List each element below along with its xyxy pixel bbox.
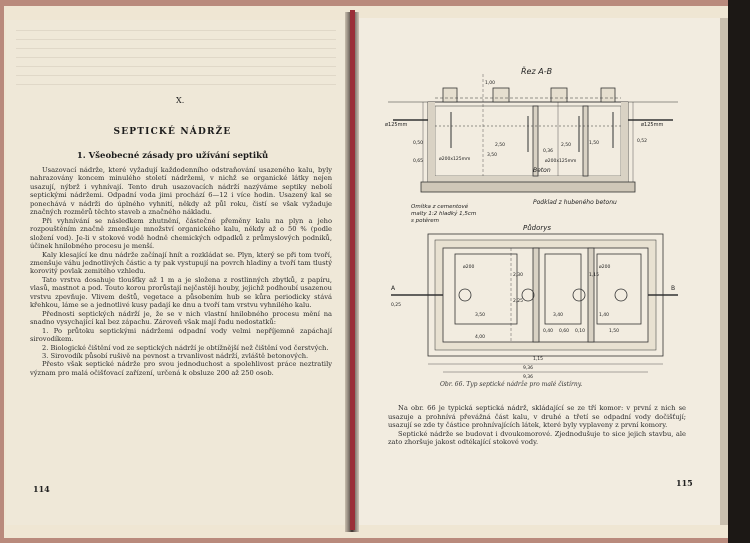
pipe-label: ø125mm [641,122,664,128]
mark-b: B [671,285,676,292]
chapter-number: X. [176,96,185,105]
paragraph: Septické nádrže se budovat i dvoukomorové. Zjednodušuje to sice jejich stavbu, ale zato zhoršuje jakost odtékající stokové vody. [388,429,686,446]
chapter-title: SEPTICKÉ NÁDRŽE [113,127,232,137]
figure-caption: Obr. 66. Typ septické nádrže pro malé čistírny. [440,381,583,388]
dimension-label: 0,40 [543,329,554,334]
pipe-label: 0,25 [391,303,402,308]
dimension-label: 2,50 [495,143,506,148]
pipe-label: ø125mm [385,122,408,128]
gutter-binding [350,10,355,530]
plan-view [391,234,678,372]
manhole-cover [601,88,615,102]
left-body-text [30,166,332,377]
dimension-label: 1,00 [485,81,496,86]
bleed-through [16,30,336,90]
dimension-label: 1,50 [589,141,600,146]
plan-partition [588,248,594,342]
page-number-right: 115 [676,478,693,488]
background-right [728,0,750,543]
dimension-label: 2,30 [513,273,524,278]
dimension-label: 1,15 [589,273,600,278]
list-item: 1. Po průtoku septickými nádržemi odpadní vody velmi nepříjemně zapáchají sirovodíkem. [30,326,332,344]
note-label: malty 1:2 hladký 1,5cm [411,211,477,217]
section-view [388,74,678,192]
dimension-label: 1,50 [609,329,620,334]
pipe-label: ø200x125mm [545,159,577,164]
dimension-label: 0,52 [637,139,648,144]
dimension-label: 2,25 [513,299,524,304]
right-body-text [388,404,686,447]
paragraph: Přednosti septických nádrží je, že se v nich vlastní hnilobného procesu mění na snadno vysychající kal bez zápachu. Zároveň však mají řadu nedostatků: [30,309,332,327]
paragraph: Usazovací nádrže, které vyžadují každodenního odstraňování usazeného kalu, byly nahrazovány koncem minulého století nádržemi, v nichž se organické látky nejen usazují, nýbrž i vyhnívají. Tento druh usazovacích nádrží nazýváme septiky nebolí septickými nádržemi. Odpadní voda jimi prochází 6—12 i více hodin. Usazený kal se ponechává v nádrži do úplného vyhnití, někdy až půl roku, čistí se však vyžaduje značných rozměrů těchto staveb a značného nákladu. [30,166,332,217]
dimension-label: 0,50 [413,141,424,146]
material-label: Beton [533,167,551,174]
list-item: 3. Sirovodík působí rušivě na pevnost a trvanlivost nádrží, zvláště betonových. [42,351,309,360]
note-label: Omítka z cementové [411,204,469,210]
paragraph: Při vyhnívání se následkem zhutnění, částečné přeměny kalu na plyn a jeho rozpouštěním značně zmenšuje množství organického kalu, někdy až o 50 % (podle složení vod). Je-li v stokové vodě hodně chemických odpadků z průmyslových podniků, účinek hnilobného procesu je menší. [30,216,332,251]
dimension-label: 0,36 [543,149,554,154]
dimension-label: 3,50 [475,313,486,318]
list-item: 2. Biologické čištění vod ze septických nádrží je obtížnější než čištění vod čerstvých. [42,343,329,352]
partition-wall [533,106,538,176]
section-title: 1. Všeobecné zásady pro užívání septiků [76,151,269,161]
page-number-left: 114 [33,484,50,494]
dimension-label: 3,50 [487,153,498,158]
paragraph: Kaly klesající ke dnu nádrže začínají hnít a rozkládat se. Plyn, který se při tom tvoří, zmenšuje váhu jednotlivých částic a ty pak vystupují na povrch hladiny a tvoří tam tlustý korovitý povlak zemitého vzhledu. [30,250,332,276]
dimension-label: 1,40 [599,313,610,318]
manhole-cover [493,88,509,102]
dimension-label: 9,36 [523,375,534,380]
material-label: Podklad z hubeného betonu [533,199,617,206]
dimension-label: 0,10 [575,329,586,334]
septic-tank-drawing [383,62,683,380]
partition-wall [583,106,588,176]
pipe-label: ø200 [463,265,475,270]
note-label: s potěrem [411,218,440,224]
pipe-label: ø200x125mm [439,157,471,162]
foundation [421,182,635,192]
dimension-label: 1,15 [533,357,544,362]
dimension-label: 4,00 [475,335,486,340]
dimension-label: 0,60 [559,329,570,334]
pipe-label: ø200 [599,265,611,270]
dimension-label: 9,36 [523,366,534,371]
dimension-label: 0,65 [413,159,424,164]
mark-a: A [391,285,396,292]
manhole-cover [551,88,567,102]
section-label: Řez A-B [521,67,553,76]
paragraph: Přesto však septické nádrže pro svou jednoduchost a spolehlivost práce neztratily význam pro malá očišťovací zařízení, určená k obsluze 200 až 250 osob. [30,360,332,377]
paragraph: Na obr. 66 je typická septická nádrž, skládající se ze tří komor: v první z nich se usazuje a prohnívá převážná část kalu, v druhé a třetí se odpadní vody dočišťují; usazují se zde ty částice prohnívajících látek, které byly vyplaveny z první komory. [388,404,686,429]
paragraph: Tato vrstva dosahuje tloušťky až 1 m a je složena z rostlinných zbytků, z papíru, vlasů, mastnot a pod. Touto korou prorůstají nejčastěji houby, jejichž podhoubí usazenou vrstvu zpevňuje. Vlivem deštů, vegetace a působením hub se kůra periodicky stává křehkou, láme se a jednotlivé kusy padají ke dnu a tvoří tam vrstvu vyhnilého kalu. [30,275,332,310]
dimension-label: 2,50 [561,143,572,148]
dimension-label: 3,40 [553,313,564,318]
plan-label: Půdorys [523,224,552,232]
plan-inner [443,248,648,342]
manhole-cover [443,88,457,102]
